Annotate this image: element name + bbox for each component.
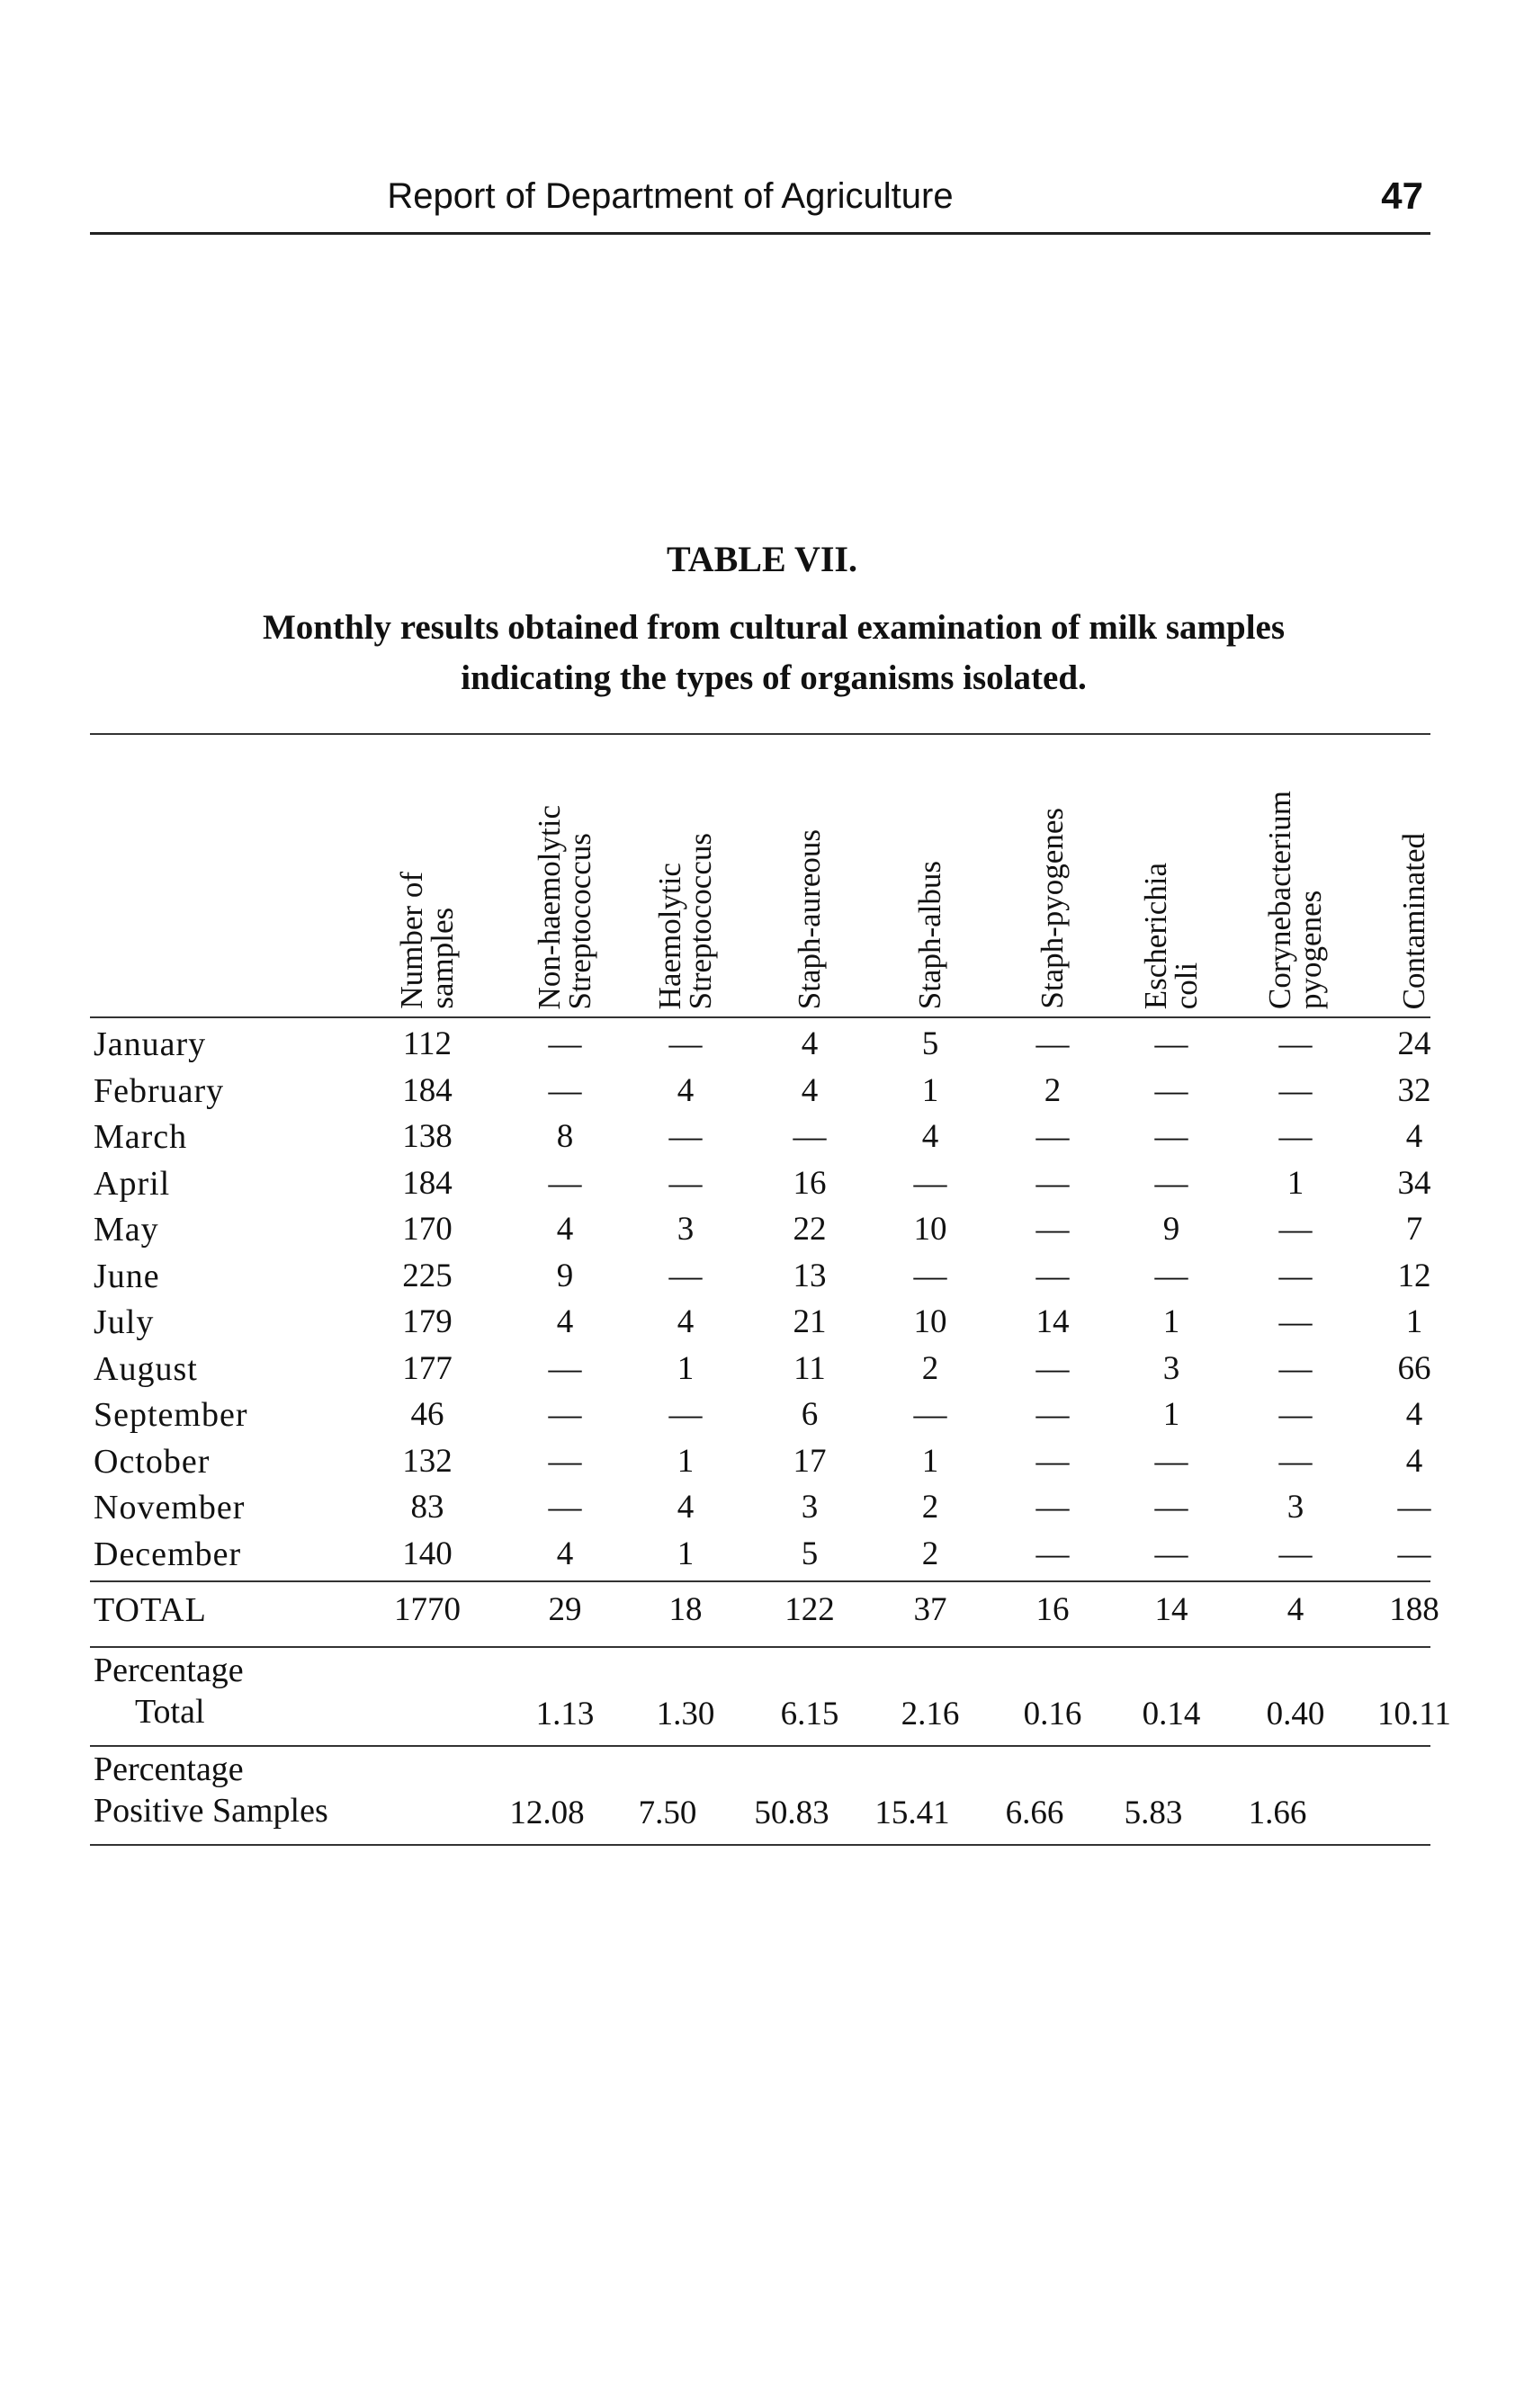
column-header: Staph-albus [912, 860, 947, 1009]
table-cell: 37 [913, 1591, 947, 1628]
table-cell: 5.83 [1124, 1795, 1183, 1831]
table-cell: — [1035, 1349, 1070, 1387]
table-cell: 4 [1405, 1118, 1423, 1155]
table-cell: 14 [1035, 1303, 1070, 1340]
month-label: September [94, 1396, 248, 1434]
table-title: TABLE VII. [667, 539, 857, 579]
table-cell: 4 [556, 1211, 574, 1248]
column-header: Staph-aureous [792, 828, 827, 1009]
table-cell: 1 [921, 1071, 939, 1109]
table-cell: 3 [1286, 1489, 1304, 1526]
column-header: Haemolytic Streptococcus [652, 832, 718, 1009]
month-label: February [94, 1071, 225, 1110]
table-cell: 188 [1389, 1591, 1439, 1628]
table-cell: — [668, 1164, 703, 1202]
table-cell: — [913, 1257, 947, 1294]
table-row [0, 1531, 1524, 1578]
body-bottom-rule [90, 1580, 1430, 1582]
table-cell: — [1154, 1257, 1188, 1294]
table-row [0, 1068, 1524, 1114]
table-bottom-rule [90, 1844, 1430, 1846]
table-cell: — [1035, 1025, 1070, 1062]
table-cell: — [1035, 1489, 1070, 1526]
table-cell: 5 [921, 1025, 939, 1062]
month-label: May [94, 1211, 159, 1249]
table-cell: — [1278, 1118, 1313, 1155]
table-cell: 6.15 [780, 1696, 839, 1732]
month-label: December [94, 1535, 242, 1573]
table-cell: — [548, 1349, 582, 1387]
table-cell: — [1035, 1442, 1070, 1480]
table-cell: 112 [402, 1025, 453, 1062]
table-cell: — [1154, 1025, 1188, 1062]
table-top-rule [90, 733, 1430, 735]
row-label-line-1: Percentage [94, 1750, 244, 1788]
table-cell: 83 [410, 1489, 444, 1526]
table-cell: — [1278, 1257, 1313, 1294]
table-cell: — [548, 1164, 582, 1202]
table-cell: 2 [921, 1349, 939, 1387]
table-cell: — [548, 1489, 582, 1526]
row-label-line-2: Total [135, 1693, 205, 1731]
table-cell: 3 [801, 1489, 819, 1526]
table-cell: 32 [1397, 1071, 1431, 1109]
table-cell: — [1035, 1535, 1070, 1572]
table-cell: 12 [1397, 1257, 1431, 1294]
table-cell: 0.14 [1142, 1696, 1201, 1732]
table-cell: 179 [402, 1303, 453, 1340]
table-cell: 170 [402, 1211, 453, 1248]
table-row [0, 1392, 1524, 1438]
month-label: October [94, 1442, 211, 1481]
table-cell: — [1035, 1164, 1070, 1202]
table-cell: 0.16 [1023, 1696, 1082, 1732]
table-row [0, 1206, 1524, 1253]
table-cell: 4 [921, 1118, 939, 1155]
table-cell: 10 [913, 1303, 947, 1340]
table-cell: — [1035, 1118, 1070, 1155]
table-cell: 10.11 [1377, 1696, 1451, 1732]
table-row [0, 1114, 1524, 1160]
table-cell: 4 [1405, 1442, 1423, 1480]
table-cell: — [1154, 1442, 1188, 1480]
table-cell: — [1035, 1211, 1070, 1248]
table-cell: 1.66 [1248, 1795, 1307, 1831]
table-cell: 17 [793, 1442, 827, 1480]
table-cell: 177 [402, 1349, 453, 1387]
column-header: Staph-pyogenes [1035, 808, 1070, 1009]
table-cell: — [1154, 1164, 1188, 1202]
table-cell: — [1397, 1535, 1431, 1572]
table-cell: 1.13 [535, 1696, 595, 1732]
table-cell: 8 [556, 1118, 574, 1155]
column-header: Non-haemolytic Streptococcus [532, 804, 597, 1009]
table-cell: 3 [677, 1211, 695, 1248]
table-cell: 1770 [394, 1591, 461, 1628]
pct-total-bottom-rule [90, 1745, 1430, 1747]
table-cell: — [1397, 1489, 1431, 1526]
table-cell: — [668, 1257, 703, 1294]
table-cell: 10 [913, 1211, 947, 1248]
table-cell: — [548, 1442, 582, 1480]
table-cell: 2 [921, 1535, 939, 1572]
row-label-line-1: Percentage [94, 1652, 244, 1689]
table-cell: — [548, 1396, 582, 1433]
table-cell: 50.83 [754, 1795, 829, 1831]
total-row [0, 1587, 1524, 1634]
table-cell: 184 [402, 1071, 453, 1109]
table-cell: 3 [1162, 1349, 1180, 1387]
caption-line-2: indicating the types of organisms isolated. [461, 658, 1087, 697]
table-cell: 140 [402, 1535, 453, 1572]
table-cell: 15.41 [874, 1795, 950, 1831]
table-cell: 4 [677, 1303, 695, 1340]
table-cell: 9 [556, 1257, 574, 1294]
table-cell: 1 [921, 1442, 939, 1480]
table-cell: — [1278, 1535, 1313, 1572]
table-cell: — [1278, 1442, 1313, 1480]
table-row [0, 1253, 1524, 1300]
table-cell: 4 [801, 1025, 819, 1062]
table-row [0, 1021, 1524, 1068]
table-cell: 18 [668, 1591, 703, 1628]
percentage-total-row [0, 1650, 1524, 1743]
table-cell: — [1154, 1535, 1188, 1572]
table-cell: 4 [556, 1535, 574, 1572]
table-cell: 21 [793, 1303, 827, 1340]
table-cell: 122 [784, 1591, 835, 1628]
month-label: June [94, 1257, 160, 1295]
table-row [0, 1160, 1524, 1207]
table-cell: 7 [1405, 1211, 1423, 1248]
table-cell: 46 [410, 1396, 444, 1433]
table-cell: 138 [402, 1118, 453, 1155]
table-row [0, 1484, 1524, 1531]
column-header: Escherichia coli [1138, 862, 1204, 1009]
table-cell: 1 [677, 1349, 695, 1387]
table-cell: — [548, 1025, 582, 1062]
table-cell: 6 [801, 1396, 819, 1433]
table-cell: 0.40 [1266, 1696, 1325, 1732]
table-row [0, 1299, 1524, 1346]
table-cell: — [1154, 1071, 1188, 1109]
table-cell: 4 [1286, 1591, 1304, 1628]
page-number: 47 [1381, 175, 1423, 217]
row-label-line-2: Positive Samples [94, 1792, 328, 1830]
column-header: Number of samples [394, 872, 460, 1009]
table-cell: 66 [1397, 1349, 1431, 1387]
table-cell: 1 [1405, 1303, 1423, 1340]
page-header [90, 169, 1430, 235]
total-bottom-rule [90, 1646, 1430, 1648]
table-cell: 29 [548, 1591, 582, 1628]
table-cell: 132 [402, 1442, 453, 1480]
table-row [0, 1438, 1524, 1485]
table-cell: 34 [1397, 1164, 1431, 1202]
table-cell: 4 [677, 1071, 695, 1109]
table-cell: — [1035, 1396, 1070, 1433]
table-cell: 24 [1397, 1025, 1431, 1062]
month-label: July [94, 1303, 155, 1341]
table-cell: — [1278, 1071, 1313, 1109]
table-cell: — [1278, 1349, 1313, 1387]
table-cell: 13 [793, 1257, 827, 1294]
caption-line-1: Monthly results obtained from cultural examination of milk samples [262, 608, 1286, 647]
table-cell: — [668, 1025, 703, 1062]
table-cell: — [913, 1164, 947, 1202]
month-label: January [94, 1025, 207, 1063]
table-cell: 4 [677, 1489, 695, 1526]
table-row [0, 1346, 1524, 1392]
header-bottom-rule [90, 1016, 1430, 1018]
month-label: November [94, 1489, 246, 1526]
table-cell: 1 [1162, 1303, 1180, 1340]
table-cell: — [668, 1118, 703, 1155]
column-header: Contaminated [1396, 832, 1431, 1009]
table-cell: 4 [556, 1303, 574, 1340]
running-title: Report of Department of Agriculture [387, 176, 954, 216]
table-cell: 2 [921, 1489, 939, 1526]
table-cell: — [1154, 1489, 1188, 1526]
table-cell: — [913, 1396, 947, 1433]
table-cell: 2 [1044, 1071, 1062, 1109]
table-cell: 184 [402, 1164, 453, 1202]
table-cell: 225 [402, 1257, 453, 1294]
table-cell: 11 [793, 1349, 826, 1387]
table-cell: 16 [793, 1164, 827, 1202]
total-label: TOTAL [94, 1591, 207, 1629]
table-cell: 22 [793, 1211, 827, 1248]
table-cell: 1 [677, 1535, 695, 1572]
table-cell: — [1154, 1118, 1188, 1155]
table-cell: — [668, 1396, 703, 1433]
table-cell: 1 [1286, 1164, 1304, 1202]
table-cell: — [1278, 1396, 1313, 1433]
table-cell: 1 [677, 1442, 695, 1480]
table-cell: 7.50 [638, 1795, 697, 1831]
table-cell: — [1278, 1025, 1313, 1062]
table-cell: — [793, 1118, 827, 1155]
table-cell: 4 [801, 1071, 819, 1109]
table-cell: 5 [801, 1535, 819, 1572]
table-cell: 4 [1405, 1396, 1423, 1433]
month-label: March [94, 1118, 188, 1156]
month-label: August [94, 1349, 198, 1388]
table-cell: — [1035, 1257, 1070, 1294]
table-cell: 16 [1035, 1591, 1070, 1628]
table-cell: — [1278, 1211, 1313, 1248]
column-header: Corynebacterium pyogenes [1262, 791, 1328, 1009]
table-cell: — [1278, 1303, 1313, 1340]
table-caption [117, 603, 1430, 703]
table-cell: 1 [1162, 1396, 1180, 1433]
table-cell: — [548, 1071, 582, 1109]
table-cell: 2.16 [901, 1696, 960, 1732]
table-cell: 6.66 [1005, 1795, 1064, 1831]
table-cell: 1.30 [656, 1696, 715, 1732]
percentage-positive-row [0, 1749, 1524, 1842]
table-cell: 12.08 [509, 1795, 585, 1831]
month-label: April [94, 1164, 171, 1203]
table-cell: 14 [1154, 1591, 1188, 1628]
table-cell: 9 [1162, 1211, 1180, 1248]
